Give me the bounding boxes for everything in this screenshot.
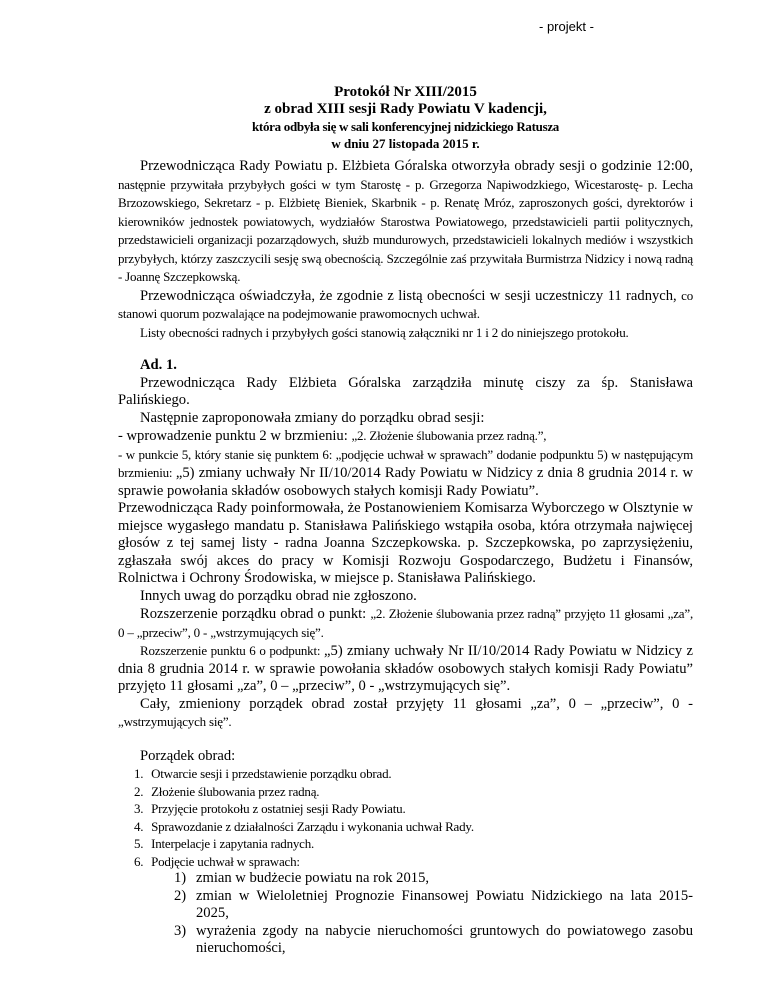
agenda-item xyxy=(134,800,693,818)
resolution-sublist xyxy=(134,870,693,958)
intro-paragraph-3: Listy obecności radnych i przybyłych gości stanowią załączniki nr 1 i 2 do niniejszego protokołu. xyxy=(140,324,629,340)
ad1-p7-rest: „wstrzymujących się”. xyxy=(118,714,232,729)
ad1-paragraph-5 xyxy=(118,605,693,642)
agenda-item-number: 4. xyxy=(134,818,144,834)
ad1-p5-rest: „2. Złożenie ślubowania przez radną” przyjęto 11 głosami „za”, 0 – „przeciw”, 0 - „wstrzymujących się”. xyxy=(118,606,693,640)
agenda-item-text: Przyjęcie protokołu z ostatniej sesji Rady Powiatu. xyxy=(151,801,406,816)
ad1-change-2-quote: „5) zmiany uchwały Nr II/10/2014 Rady Powiatu w Nidzicy z dnia 8 grudnia 2014 r. w sprawie powołania składów osobowych stałych komisji Rady Powiatu”. xyxy=(118,465,693,499)
resolution-item-number: 3) xyxy=(174,922,187,939)
ad1-change-1-start: - wprowadzenie punktu 2 w brzmieniu: xyxy=(118,428,352,444)
agenda-item xyxy=(134,835,693,853)
agenda-item-number: 6. xyxy=(134,853,144,869)
agenda-item-text: Złożenie ślubowania przez radną. xyxy=(151,783,320,799)
agenda-item-number: 5. xyxy=(134,836,144,851)
agenda-item xyxy=(134,765,693,783)
ad1-p6-rest: „5) zmiany uchwały Nr II/10/2014 Rady Powiatu w Nidzicy z dnia 8 grudnia 2014 r. w sprawie powołania składów osobowych stałych komisji Rady Powiatu” przyjęto 11 głosami „za”, 0 – „przeciw”, 0 - „wstrzymujących się”. xyxy=(118,643,694,694)
ad1-p5-start: Rozszerzenie porządku obrad o punkt: xyxy=(140,606,371,622)
agenda-item-number: 3. xyxy=(134,801,144,816)
ad1-paragraph-4: Innych uwag do porządku obrad nie zgłoszono. xyxy=(140,587,417,604)
intro-paragraph-2 xyxy=(118,287,693,324)
agenda-heading: Porządek obrad: xyxy=(140,747,236,764)
ad1-paragraph-1: Przewodnicząca Rady Elżbieta Góralska zarządziła minutę ciszy za śp. Stanisława Palińskiego. xyxy=(118,374,693,408)
agenda-item xyxy=(134,818,693,836)
agenda-item-text: Interpelacje i zapytania radnych. xyxy=(151,836,315,851)
intro-p1-rest: następnie przywitała przybyłych gości w tym Starostę - p. Grzegorza Napiwodzkiego, Wicestarostę- p. Lecha Brzozowskiego, Sekretarz - p. Elżbietę Bieniek, Skarbnik - p. Renatę Mróz, zaproszonych gości, dyrektorów i kierowników jednostek powiatowych, wydziałów Starostwa Powiatowego, przedstawicieli partii politycznych, przedstawicieli organizacji pozarządowych, służb mundurowych, przedstawicieli lokalnych mediów i wszystkich przybyłych, którzy zaszczycili sesję swą obecnością. Szczególnie zaś przywitała Burmistrza Nidzicy i nową radną - Joannę Szczepkowską. xyxy=(118,176,693,284)
ad1-change-2 xyxy=(118,446,693,501)
ad1-paragraph-7 xyxy=(118,696,693,732)
agenda-item xyxy=(134,853,693,958)
agenda-item-number: 1. xyxy=(134,766,144,781)
intro-p1-start: Przewodnicząca Rady Powiatu p. Elżbieta Góralska otworzyła obrady sesji o godzinie 12:00, xyxy=(140,158,693,174)
resolution-item xyxy=(174,870,693,888)
ad1-p7-start: Cały, zmieniony porządek obrad został przyjęty 11 głosami „za”, 0 – „przeciw”, 0 - xyxy=(140,695,693,712)
title-line-3: która odbyła się w sali konferencyjnej nidzickiego Ratusza xyxy=(252,119,559,134)
agenda-item-text: Otwarcie sesji i przedstawienie porządku obrad. xyxy=(151,766,392,781)
title-line-1: Protokół Nr XIII/2015 xyxy=(334,84,477,100)
section-heading-ad1: Ad. 1. xyxy=(140,357,177,373)
intro-paragraph-1 xyxy=(118,158,693,287)
document-body xyxy=(118,158,693,958)
ad1-paragraph-3: Przewodnicząca Rady poinformowała, że Postanowieniem Komisarza Wyborczego w Olsztynie w miejsce wygasłego mandatu p. Stanisława Palińskiego wstąpiła osoba, która otrzymała najwięcej głosów z tej samej listy - radna Joanna Szczepkowska. p. Szczepkowska, po zaprzysiężeniu, zgłaszała swój akces do pracy w Komisji Rozwoju Gospodarczego, Budżetu i Finansów, Rolnictwa i Ochrony Środowiska, w miejsce p. Stanisława Palińskiego. xyxy=(118,500,693,586)
ad1-change-1-quote: „2. Złożenie ślubowania przez radną.”, xyxy=(351,428,547,443)
resolution-item-number: 2) xyxy=(174,887,187,904)
ad1-change-1 xyxy=(118,427,693,446)
ad1-paragraph-2: Następnie zaproponowała zmiany do porządku obrad sesji: xyxy=(140,409,485,426)
agenda-list xyxy=(118,765,693,958)
intro-p2-start: Przewodnicząca oświadczyła, że zgodnie z listą obecności w sesji uczestniczy 11 radnych, xyxy=(140,287,682,304)
resolution-item-text: zmian w Wieloletniej Prognozie Finansowej Powiatu Nidzickiego na lata 2015-2025, xyxy=(196,887,693,921)
agenda-item-number: 2. xyxy=(134,783,144,799)
ad1-change-2-start: - w punkcie 5, który stanie się punktem 6: „podjęcie uchwał w sprawach” dodanie podpunktu 5) w następującym brzmieniu: xyxy=(118,446,693,480)
draft-label: - projekt - xyxy=(539,19,594,34)
agenda-item-text: Sprawozdanie z działalności Zarządu i wykonania uchwał Rady. xyxy=(151,818,474,834)
resolution-item-number: 1) xyxy=(174,870,187,886)
ad1-paragraph-6 xyxy=(118,642,693,696)
title-line-4: w dniu 27 listopada 2015 r. xyxy=(331,136,480,151)
resolution-item xyxy=(174,888,693,923)
agenda-item-text: Podjęcie uchwał w sprawach: xyxy=(151,853,300,869)
resolution-item-text: wyrażenia zgody na nabycie nieruchomości gruntowych do powiatowego zasobu nieruchomości, xyxy=(196,922,693,956)
ad1-p6-start: Rozszerzenie punktu 6 o podpunkt: xyxy=(140,643,325,658)
resolution-item xyxy=(174,923,693,958)
resolution-item-text: zmian w budżecie powiatu na rok 2015, xyxy=(196,870,430,886)
document-title xyxy=(118,84,693,152)
intro-p2-rest: co stanowi quorum pozwalające na podejmowanie prawomocnych uchwał. xyxy=(118,287,693,321)
agenda-item xyxy=(134,783,693,801)
title-line-2: z obrad XIII sesji Rady Powiatu V kadencji, xyxy=(264,101,547,117)
